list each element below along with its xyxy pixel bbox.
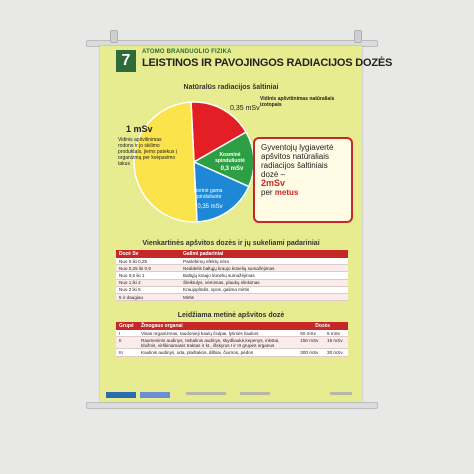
col-group: Grupė xyxy=(116,322,138,330)
section2-title: Vienkartinės apšvitos dozės ir jų sukeliami padariniai xyxy=(142,240,320,247)
poster-number: 7 xyxy=(116,50,136,72)
effect-cell: Baltųjų kraujo kūnelių sumažėjimas xyxy=(180,272,348,279)
effect-cell: Pastebimų efektų nėra xyxy=(180,258,348,265)
table-row xyxy=(116,330,348,337)
poster-subtitle: ATOMO BRANDUOLIO FIZIKA xyxy=(142,49,232,55)
info-per: per xyxy=(261,188,273,197)
section3-title: Leidžiama metinė apšvitos dozė xyxy=(177,312,285,319)
group-cell: I xyxy=(116,330,138,337)
slice-yellow-desc: Vidinis apšvitinimas rodono ir jo skilimo produktais, jiems patekus į organizmą per kvėpavimo takus xyxy=(118,137,177,167)
poster-footer xyxy=(100,382,362,402)
pie-chart-area xyxy=(106,98,266,224)
slice-yellow-value: 1 mSv xyxy=(126,124,153,134)
col-organs: Žmogaus organai xyxy=(138,322,297,330)
poster-header xyxy=(100,46,393,76)
col-doses: Dozės xyxy=(297,322,348,330)
group-cell: III xyxy=(116,349,138,356)
effect-cell: Šleiktulys, vėmimas, plaukų slinkimas xyxy=(180,279,348,286)
info-dose: 2mSv xyxy=(261,178,286,188)
table-row xyxy=(116,265,348,272)
dose-cell: 5 mSv xyxy=(324,330,348,337)
col-dose: Dozė Sv xyxy=(116,250,180,258)
info-box xyxy=(253,137,353,223)
footer-text-line xyxy=(240,392,270,395)
dose-cell: 30 mSv xyxy=(324,349,348,356)
poster-title: LEISTINOS IR PAVOJINGOS RADIACIJOS DOZĖS xyxy=(142,57,393,69)
red-slice-note: Vidinis apšvitinimas natūraliais izotopais xyxy=(260,96,335,108)
slice-red-value: 0,35 mSv xyxy=(230,105,260,112)
dose-cell: 150 mSv xyxy=(297,337,324,349)
hanger-hook-right xyxy=(354,30,362,43)
dose-cell: Nuo 0,25 iki 0,5 xyxy=(116,265,180,272)
dose-cell: 5 ir daugiau xyxy=(116,293,180,300)
dose-cell: 300 mSv xyxy=(297,349,324,356)
partner-logo xyxy=(140,392,170,398)
dose-cell: Nuo 0,5 iki 1 xyxy=(116,272,180,279)
slice-green-label: Kosminė spinduliuotė xyxy=(215,152,245,164)
dose-cell: 15 mSv xyxy=(324,337,348,349)
effect-cell: Kraujoplūdis, opos, galima mirtis xyxy=(180,286,348,293)
publisher-logo xyxy=(106,392,136,398)
organs-cell: Kaulinis audinys, oda, plaštakos, dilbiai, čiurnos, pėdos xyxy=(138,349,297,356)
info-text: Gyventojų lygiavertė apšvitos natūraliais radiacijos šaltiniais dozė – xyxy=(261,143,334,179)
effect-cell: Nedidelis baltųjų kraujo kūnelių sumažėjimas xyxy=(180,265,348,272)
hanger-hook-left xyxy=(110,30,118,43)
table-row xyxy=(116,258,348,265)
single-dose-table-body xyxy=(116,258,348,301)
poster xyxy=(100,46,393,402)
effect-cell: Mirtis xyxy=(180,293,348,300)
single-dose-table xyxy=(116,250,348,301)
table-row xyxy=(116,272,348,279)
table-row xyxy=(116,293,348,300)
dose-cell: 50 mSv xyxy=(297,330,324,337)
footer-text-line xyxy=(186,392,226,395)
table-row xyxy=(116,286,348,293)
table-row xyxy=(116,349,348,356)
slice-blue-label: Išorinė gama spinduliuotė xyxy=(193,188,223,200)
group-cell: II xyxy=(116,337,138,349)
annual-dose-table-body xyxy=(116,330,348,356)
dose-cell: Nuo 1 iki 2 xyxy=(116,279,180,286)
table-row xyxy=(116,337,348,349)
annual-dose-table xyxy=(116,322,348,357)
col-effects: Galimi padariniai xyxy=(180,250,348,258)
dose-cell: Nuo 2 iki 5 xyxy=(116,286,180,293)
info-metus: metus xyxy=(274,188,299,197)
table-row xyxy=(116,279,348,286)
hanger-bottom-bar xyxy=(86,402,378,409)
dose-cell: Nuo 0 iki 0,25 xyxy=(116,258,180,265)
organs-cell: Visas organizmas, raudonieji kaulų čiulpai, lytiniės liaukos xyxy=(138,330,297,337)
slice-blue-value: 0,35 mSv xyxy=(197,204,223,210)
slice-green-value: 0,3 mSv xyxy=(220,166,244,172)
organs-cell: Raumeninis audinys, riebalinis audinys, skydliaukė,kepenys, inkstai, blužnis, virškinamasis traktas ir kt., išskyrus I ir III grupės organus xyxy=(138,337,297,349)
section1-title: Natūralūs radiacijos šaltiniai xyxy=(183,84,279,91)
footer-text-line xyxy=(330,392,352,395)
